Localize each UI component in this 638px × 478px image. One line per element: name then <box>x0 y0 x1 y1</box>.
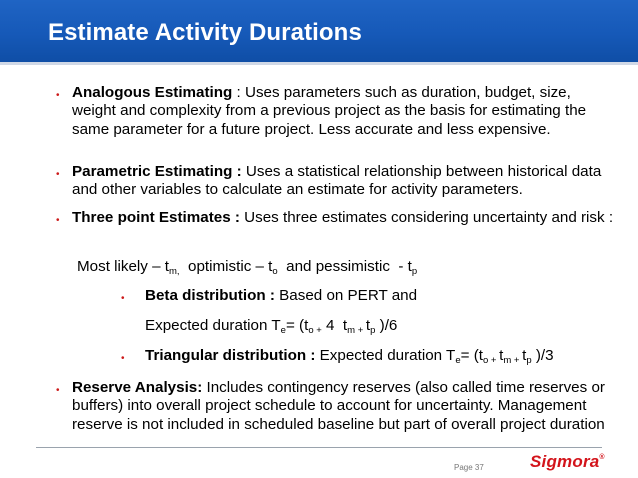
three-point-estimates-line: Most likely – $t_{m,}$ optimistic – $t_o$ and pessimistic - $t_p$ <box>77 258 418 277</box>
triangular-distribution-line: Triangular distribution : Expected duration $T_e= (t_{o +}$ $t_{m +}$ $t_p$ )/3 <box>145 347 554 366</box>
bullet-three-point <box>72 209 617 227</box>
text-analogous: : Uses parameters such as duration, budget, size, weight and complexity from a previous project as the basis for estimating the same parameter for a future project. Less accurate and less expensive. <box>72 84 587 138</box>
sub-bullet-icon: • <box>121 353 125 364</box>
bullet-icon: • <box>56 90 60 101</box>
bullet-icon: • <box>56 385 60 396</box>
page-number: Page 37 <box>454 463 484 472</box>
title-bar <box>0 0 638 62</box>
sigmora-logo: Sigmora® <box>530 452 605 471</box>
beta-distribution-line: Beta distribution : Based on PERT and <box>145 287 418 304</box>
bullet-analogous <box>72 84 617 139</box>
bullet-reserve <box>72 379 620 434</box>
text-three-point: Uses three estimates considering uncertainty and risk : <box>239 209 614 226</box>
sub-bullet-icon: • <box>121 293 125 304</box>
term-analogous: Analogous Estimating <box>72 84 233 101</box>
bullet-icon: • <box>56 169 60 180</box>
footer-divider <box>36 447 602 448</box>
bullet-parametric <box>72 163 617 200</box>
slide-title: Estimate Activity Durations <box>48 19 362 46</box>
term-parametric: Parametric Estimating : <box>72 163 242 180</box>
bullet-icon: • <box>56 215 60 226</box>
term-three-point: Three point Estimates : <box>72 209 240 226</box>
text-reserve: Includes contingency reserves (also called time reserves or buffers) into overall project schedule to account for uncertainty. Management reserve is not included in scheduled baseline but part of overall project duration <box>72 379 605 433</box>
text-parametric: Uses a statistical relationship between historical data and other variables to calculate an estimate for activity parameters. <box>72 163 602 199</box>
term-reserve: Reserve Analysis: <box>72 379 203 396</box>
header-divider <box>0 62 638 65</box>
beta-formula: Expected duration $T_e= (t_{o +}$ 4 $t_{m +}$ $t_p$ )/6 <box>145 317 398 336</box>
